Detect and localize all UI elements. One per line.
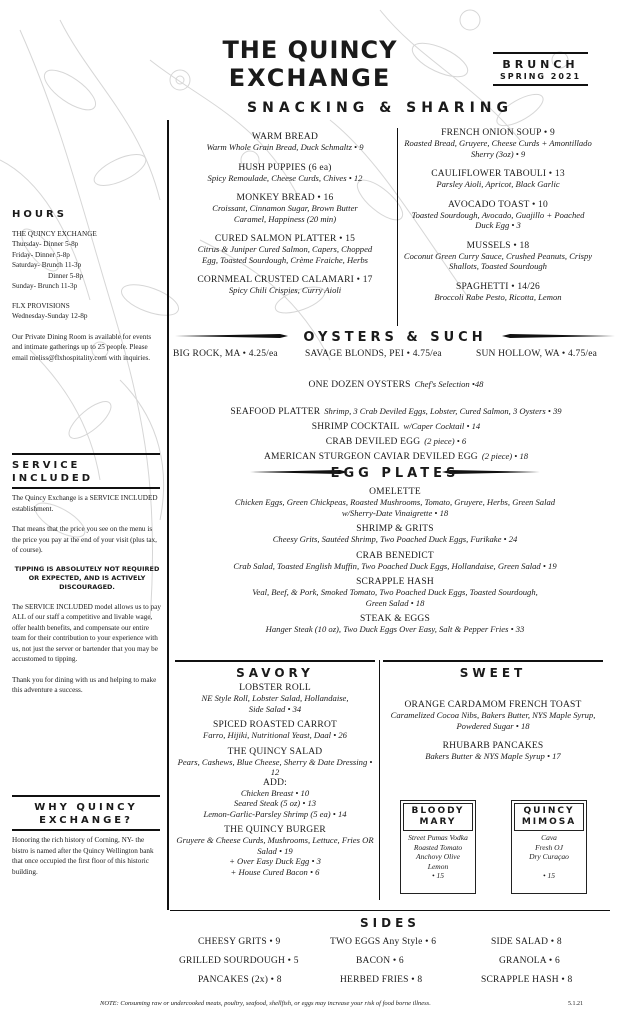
item-name: AVOCADO TOAST • 10 bbox=[448, 199, 548, 210]
item-desc: Spicy Chili Crispies, Curry Aioli bbox=[228, 285, 342, 295]
sides-title: SIDES bbox=[360, 916, 420, 930]
quincy-mimosa-box bbox=[511, 800, 587, 894]
item-desc: Parsley Aioli, Apricot, Black Garlic bbox=[436, 179, 560, 189]
add-option: Seared Steak (5 oz) • 13 bbox=[233, 798, 317, 808]
service-paragraph: That means that the price you see on the menu is the price you pay at the end of your visit (plus tax, of course). bbox=[12, 525, 157, 554]
drink-price: • 15 bbox=[542, 870, 555, 880]
service-title-line1: SERVICE bbox=[12, 460, 81, 471]
item-name: THE QUINCY SALAD bbox=[227, 746, 323, 757]
item-name: CORNMEAL CRUSTED CALAMARI • 17 bbox=[197, 275, 373, 285]
why-title-line2: EXCHANGE? bbox=[39, 815, 133, 826]
snacking-left-column bbox=[175, 132, 395, 296]
sides-rule bbox=[170, 910, 610, 911]
add-option: Chicken Breast • 10 bbox=[240, 787, 310, 798]
item-desc: Roasted Bread, Gruyere, Cheese Curds + Amontillado Sherry (3oz) • 9 bbox=[404, 138, 592, 159]
menu-item bbox=[180, 614, 610, 635]
menu-item bbox=[180, 577, 610, 608]
snacking-divider bbox=[397, 128, 398, 326]
item-name: LOBSTER ROLL bbox=[239, 683, 311, 693]
ingredient: Street Pumas Vodka bbox=[408, 833, 468, 842]
item-name: SHRIMP & GRITS bbox=[356, 524, 434, 534]
item-name: WARM BREAD bbox=[251, 132, 319, 142]
why-rule-top bbox=[12, 795, 160, 797]
egg-plates-list bbox=[180, 487, 610, 635]
ingredient: Fresh OJ bbox=[535, 842, 563, 852]
print-code: 5.1.21 bbox=[568, 1001, 583, 1007]
menu-item bbox=[402, 169, 594, 190]
sidebar bbox=[12, 210, 160, 363]
item-desc: Veal, Beef, & Pork, Smoked Tomato, Two Poached Duck Eggs, Toasted Sourdough, Green Salad • 18 bbox=[252, 587, 538, 608]
bloody-title-line2: MARY bbox=[419, 817, 457, 827]
item-desc: Warm Whole Grain Bread, Duck Schmaltz • 9 bbox=[206, 142, 364, 152]
ingredient: Roasted Tomato bbox=[413, 842, 463, 852]
item-desc: Broccoli Rabe Pesto, Ricotta, Lemon bbox=[434, 291, 562, 302]
service-paragraph: The SERVICE INCLUDED model allows us to pay ALL of our staff a competitive and livable wage, offer health benefits, and compensate our entire team for their contribution to your experience with us, not just the server or bartender that you may be accustomed to tipping. bbox=[12, 602, 161, 663]
hours-title: HOURS bbox=[12, 209, 67, 220]
menu-item bbox=[180, 551, 610, 572]
service-rule-top bbox=[12, 453, 160, 455]
hours-line: Sunday- Brunch 11-3p bbox=[12, 282, 78, 290]
drink-price: • 15 bbox=[431, 871, 444, 880]
bloody-mary-ingredients bbox=[401, 833, 475, 881]
item-desc: Toasted Sourdough, Avocado, Guajillo + Poached Duck Egg • 3 bbox=[411, 209, 585, 230]
item-desc: Caramelized Cocoa Nibs, Bakers Butter, NYS Maple Syrup, Powdered Sugar • 18 bbox=[390, 710, 596, 731]
service-title-line2: INCLUDED bbox=[12, 473, 93, 484]
item-desc: Croissant, Cinnamon Sugar, Brown Butter Caramel, Happiness (20 min) bbox=[212, 203, 358, 224]
item-desc: Bakers Butter & NYS Maple Syrup • 17 bbox=[425, 751, 561, 761]
ingredient: Cava bbox=[541, 833, 557, 842]
menu-item bbox=[175, 234, 395, 265]
item-name: HUSH PUPPIES (6 ea) bbox=[238, 162, 332, 173]
burger-add: + House Cured Bacon • 6 bbox=[230, 866, 320, 877]
snacking-title: SNACKING & SHARING bbox=[247, 100, 513, 116]
season-label: SPRING 2021 bbox=[499, 72, 582, 81]
side-cheesy-grits: CHEESY GRITS • 9 bbox=[198, 937, 281, 947]
flx-line: FLX PROVISIONS bbox=[12, 301, 70, 310]
item-desc: Gruyere & Cheese Curds, Mushrooms, Lettuce, Fries OR Salad • 19 bbox=[176, 835, 374, 856]
header-rule-bottom bbox=[493, 84, 588, 86]
side-herbed-fries: HERBED FRIES • 8 bbox=[340, 975, 423, 985]
sweet-rule bbox=[383, 660, 603, 662]
item-name: STEAK & EGGS bbox=[360, 614, 430, 624]
item-desc: w/Caper Cocktail • 14 bbox=[403, 421, 481, 431]
why-rule-bottom bbox=[12, 829, 160, 831]
bloody-mary-box bbox=[400, 800, 476, 894]
service-rule-bottom bbox=[12, 487, 160, 489]
menu-item bbox=[175, 720, 375, 741]
ingredient: Anchovy Olive bbox=[416, 852, 460, 861]
menu-item bbox=[175, 275, 395, 296]
side-pancakes: PANCAKES (2x) • 8 bbox=[198, 975, 282, 985]
item-name: CURED SALMON PLATTER • 15 bbox=[214, 234, 356, 244]
menu-item bbox=[180, 487, 610, 518]
item-name: SPAGHETTI • 14/26 bbox=[456, 281, 540, 292]
sweet-column bbox=[383, 700, 603, 762]
snacking-right-column bbox=[402, 128, 594, 302]
item-desc: Hanger Steak (10 oz), Two Duck Eggs Over Easy, Salt & Pepper Fries • 33 bbox=[265, 624, 525, 634]
why-title bbox=[12, 801, 160, 827]
item-name: CRAB BENEDICT bbox=[356, 550, 434, 561]
item-desc: Farro, Hijiki, Nutritional Yeast, Daal • 26 bbox=[203, 730, 347, 740]
item-name: CAULIFLOWER TABOULI • 13 bbox=[431, 169, 565, 179]
item-desc: (2 piece) • 6 bbox=[424, 436, 467, 446]
item-desc: Pears, Cashews, Blue Cheese, Sherry & Date Dressing • 12 bbox=[177, 756, 373, 777]
menu-item bbox=[402, 200, 594, 231]
hours-line: Friday- Dinner 5-8p bbox=[12, 250, 70, 259]
menu-item bbox=[175, 163, 395, 184]
sidebar-divider bbox=[167, 120, 169, 910]
menu-item bbox=[175, 825, 375, 877]
item-name: AMERICAN STURGEON CAVIAR DEVILED EGG bbox=[263, 452, 478, 462]
egg-plates-title: EGG PLATES bbox=[330, 466, 460, 481]
savory-title: SAVORY bbox=[236, 666, 314, 680]
menu-item bbox=[175, 683, 375, 714]
savory-sweet-divider bbox=[379, 660, 380, 900]
item-desc: Cheesy Grits, Sautéed Shrimp, Two Poached Duck Eggs, Furikake • 24 bbox=[272, 534, 518, 544]
item-name: RHUBARB PANCAKES bbox=[442, 741, 544, 751]
hours-line: Dinner 5-8p bbox=[48, 271, 83, 280]
item-desc: Shrimp, 3 Crab Deviled Eggs, Lobster, Cured Salmon, 3 Oysters • 39 bbox=[324, 406, 562, 416]
burger-add: + Over Easy Duck Egg • 3 bbox=[229, 856, 321, 866]
item-name: ONE DOZEN OYSTERS bbox=[308, 380, 411, 390]
savory-rule bbox=[175, 660, 375, 662]
ingredient: Lemon bbox=[427, 861, 449, 871]
side-scrapple-hash: SCRAPPLE HASH • 8 bbox=[481, 975, 573, 985]
menu-item bbox=[175, 193, 395, 224]
item-name: SEAFOOD PLATTER bbox=[230, 407, 321, 417]
item-desc: Chef's Selection •48 bbox=[414, 379, 484, 389]
item-name: SPICED ROASTED CARROT bbox=[212, 720, 338, 730]
menu-item bbox=[180, 524, 610, 545]
tipping-notice: TIPPING IS ABSOLUTELY NOT REQUIRED OR EXPECTED, AND IS ACTIVELY DISCOURAGED. bbox=[14, 564, 160, 591]
service-paragraph: The Quincy Exchange is a SERVICE INCLUDED establishment. bbox=[12, 494, 158, 513]
mimosa-title-line1: QUINCY bbox=[523, 806, 575, 816]
private-dining-text: Our Private Dining Room is available for events and intimate gatherings up to 25 people. Please email meliss@flxhospitality.com with inquiries. bbox=[12, 332, 152, 362]
item-desc: Coconut Green Curry Sauce, Crushed Peanuts, Crispy Shallots, Toasted Sourdough bbox=[403, 250, 593, 271]
item-desc: Citrus & Juniper Cured Salmon, Capers, Chopped Egg, Toasted Sourdough, Crème Fraiche, Herbs bbox=[197, 244, 373, 265]
add-label: ADD: bbox=[262, 777, 288, 788]
item-name: MONKEY BREAD • 16 bbox=[236, 193, 334, 203]
food-safety-note: NOTE: Consuming raw or undercooked meats, poultry, seafood, shellfish, or eggs may increase your risk of food borne illness. bbox=[100, 1000, 431, 1007]
title-line2: EXCHANGE bbox=[228, 64, 392, 92]
service-title bbox=[12, 459, 93, 485]
menu-item bbox=[402, 282, 594, 303]
item-name: FRENCH ONION SOUP • 9 bbox=[441, 128, 555, 138]
item-name: OMELETTE bbox=[369, 487, 421, 497]
item-name: SHRIMP COCKTAIL bbox=[311, 422, 400, 432]
side-two-eggs: TWO EGGS Any Style • 6 bbox=[330, 937, 437, 947]
menu-item bbox=[383, 700, 603, 731]
header-rule-top bbox=[493, 52, 588, 54]
mimosa-title bbox=[514, 803, 584, 831]
menu-item bbox=[402, 241, 594, 272]
add-option: Lemon-Garlic-Parsley Shrimp (5 ea) • 14 bbox=[203, 808, 347, 819]
bloody-mary-title bbox=[403, 803, 473, 831]
item-name: ORANGE CARDAMOM FRENCH TOAST bbox=[404, 700, 582, 710]
side-grilled-sourdough: GRILLED SOURDOUGH • 5 bbox=[179, 956, 299, 966]
hours-line: Saturday- Brunch 11-3p bbox=[12, 261, 82, 269]
service-text bbox=[12, 493, 162, 696]
why-title-line1: WHY QUINCY bbox=[34, 802, 138, 813]
item-desc: Crab Salad, Toasted English Muffin, Two Poached Duck Eggs, Hollandaise, Green Salad • 19 bbox=[233, 560, 557, 571]
dozen-oysters bbox=[170, 374, 622, 392]
flx-line: Wednesday-Sunday 12-8p bbox=[12, 312, 88, 320]
why-text: Honoring the rich history of Corning, NY- the bistro is named after the Quincy Wellington bank that once occupied the first floor of this historic building. bbox=[12, 836, 154, 876]
item-desc: (2 piece) • 18 bbox=[481, 451, 529, 461]
title-line1: THE QUINCY bbox=[222, 36, 398, 64]
item-desc: NE Style Roll, Lobster Salad, Hollandaise, Side Salad • 34 bbox=[201, 693, 349, 714]
brunch-label: BRUNCH bbox=[502, 58, 579, 71]
item-name: MUSSELS • 18 bbox=[466, 240, 530, 251]
mimosa-title-line2: MIMOSA bbox=[521, 817, 577, 827]
side-salad: SIDE SALAD • 8 bbox=[491, 937, 562, 947]
item-desc: Chicken Eggs, Green Chickpeas, Roasted Mushrooms, Tomato, Gruyere, Herbs, Green Salad w/Sherry-Date Vinaigrette • 18 bbox=[234, 497, 556, 518]
sweet-title: SWEET bbox=[459, 666, 527, 680]
item-name: THE QUINCY BURGER bbox=[224, 825, 326, 835]
side-granola: GRANOLA • 6 bbox=[499, 956, 560, 966]
menu-item bbox=[175, 747, 375, 820]
menu-item bbox=[402, 128, 594, 159]
oysters-title: OYSTERS & SUCH bbox=[303, 330, 487, 345]
savory-column bbox=[175, 683, 375, 877]
restaurant-title bbox=[220, 36, 400, 92]
menu-item bbox=[383, 741, 603, 762]
oyster-sun-hollow: SUN HOLLOW, WA • 4.75/ea bbox=[476, 349, 598, 359]
side-bacon: BACON • 6 bbox=[356, 956, 404, 966]
mimosa-ingredients bbox=[512, 833, 586, 880]
ingredient: Dry Curaçao bbox=[529, 852, 569, 861]
oyster-big-rock: BIG ROCK, MA • 4.25/ea bbox=[173, 349, 278, 359]
item-name: SCRAPPLE HASH bbox=[356, 577, 434, 587]
item-name: CRAB DEVILED EGG bbox=[325, 437, 421, 447]
hours-line: Thursday- Dinner 5-8p bbox=[12, 240, 79, 248]
service-paragraph: Thank you for dining with us and helping to make this adventure a success. bbox=[12, 675, 157, 694]
menu-item bbox=[175, 132, 395, 153]
item-desc: Spicy Remoulade, Cheese Curds, Chives • 12 bbox=[207, 172, 363, 183]
oyster-savage-blonds: SAVAGE BLONDS, PEI • 4.75/ea bbox=[305, 349, 442, 359]
bloody-title-line1: BLOODY bbox=[411, 806, 465, 816]
hours-line: THE QUINCY EXCHANGE bbox=[12, 229, 97, 238]
